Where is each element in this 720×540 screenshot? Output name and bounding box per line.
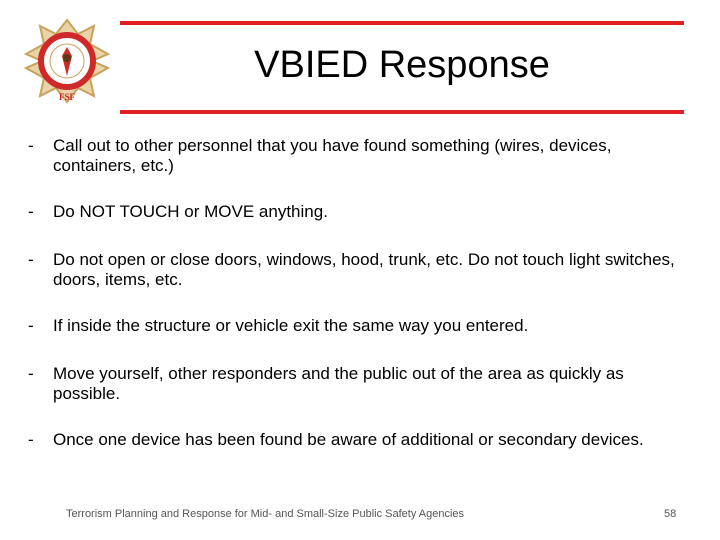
- title-rule-top: [120, 21, 684, 25]
- bullet-text: Do not open or close doors, windows, hood, trunk, etc. Do not touch light switches, doors, items, etc.: [53, 250, 675, 289]
- maltese-cross-icon: [20, 14, 114, 108]
- foundation-logo: [20, 14, 114, 108]
- bullet-marker: -: [28, 430, 34, 449]
- bullet-text: Move yourself, other responders and the public out of the area as quickly as possible.: [53, 364, 624, 403]
- bullet-text: Do NOT TOUCH or MOVE anything.: [53, 202, 328, 221]
- slide-title: VBIED Response: [254, 44, 550, 86]
- slide-footer: Terrorism Planning and Response for Mid- and Small-Size Public Safety Agencies: [66, 508, 465, 520]
- bullet-marker: -: [28, 202, 34, 221]
- bullet-marker: -: [28, 136, 34, 155]
- title-rule-bottom: [120, 110, 684, 114]
- bullet-text: If inside the structure or vehicle exit the same way you entered.: [53, 316, 529, 335]
- bullet-text: Call out to other personnel that you have found something (wires, devices, containers, etc.): [53, 136, 612, 175]
- bullet-marker: -: [28, 364, 34, 383]
- bullet-marker: -: [28, 250, 34, 269]
- bullet-marker: -: [28, 316, 34, 335]
- bullet-text: Once one device has been found be aware of additional or secondary devices.: [53, 430, 644, 449]
- page-number: 58: [664, 508, 677, 520]
- svg-text:FSF: FSF: [58, 92, 76, 102]
